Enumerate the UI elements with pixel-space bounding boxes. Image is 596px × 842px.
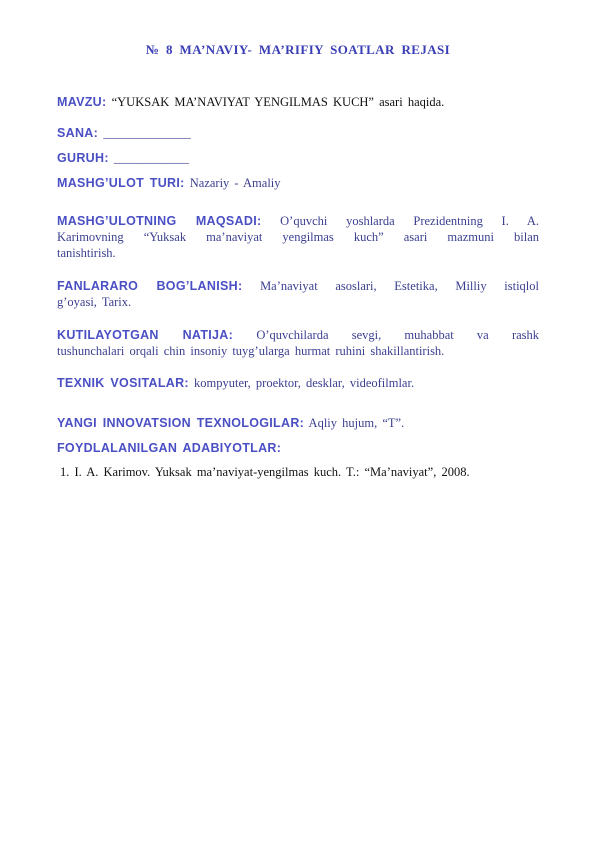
sana-row: [57, 125, 539, 141]
maqsad-label: MASHG’ULOTNING MAQSADI:: [57, 214, 262, 228]
turi-value: Nazariy - Amaliy: [189, 176, 281, 190]
texnik-label: TEXNIK VOSITALAR:: [57, 376, 189, 390]
innovatsion-label: YANGI INNOVATSION TEXNOLOGILAR:: [57, 416, 305, 430]
natija-text-1: O’quvchilarda sevgi, muhabbat va rashk: [256, 328, 540, 342]
guruh-label: GURUH:: [57, 151, 109, 165]
page-title: № 8 MA’NAVIY- MA’RIFIY SOATLAR REJASI: [145, 42, 451, 57]
maqsad-text-3: tanishtirish.: [57, 246, 116, 260]
mavzu-row: [57, 94, 539, 110]
fanlararo-text-1: Ma’naviyat asoslari, Estetika, Milliy istiqlol: [260, 279, 539, 293]
adabiyot-item: 1. I. A. Karimov. Yuksak ma’naviyat-yengilmas kuch. T.: “Ma’naviyat”, 2008.: [60, 465, 470, 479]
texnik-value: kompyuter, proektor, desklar, videofilmlar.: [194, 376, 415, 390]
innovatsion-row: [57, 415, 539, 431]
guruh-blank: ____________: [113, 151, 189, 165]
maqsad-text-2: Karimovning “Yuksak ma’naviyat yengilmas kuch” asari mazmuni bilan: [57, 230, 539, 244]
natija-row-1: [57, 327, 539, 343]
fanlararo-row-1: [57, 278, 539, 294]
sana-label: SANA:: [57, 126, 99, 140]
turi-row: [57, 175, 539, 191]
innovatsion-value: Aqliy hujum, “T”.: [308, 416, 405, 430]
natija-text-2: tushunchalari orqali chin insoniy tuyg’ularga hurmat ruhini shakillantirish.: [57, 344, 445, 358]
texnik-row: [57, 375, 539, 391]
adabiyotlar-row: [57, 440, 539, 456]
natija-label: KUTILAYOTGAN NATIJA:: [57, 328, 234, 342]
adabiyotlar-label: FOYDLALANILGAN ADABIYOTLAR:: [57, 441, 282, 455]
fanlararo-text-2: g’oyasi, Tarix.: [57, 295, 132, 309]
fanlararo-label: FANLARARO BOG’LANISH:: [57, 279, 243, 293]
sana-blank: ______________: [103, 126, 191, 140]
turi-label: MASHG’ULOT TURI:: [57, 176, 185, 190]
mavzu-value: “YUKSAK MA’NAVIYAT YENGILMAS KUCH” asari haqida.: [111, 95, 445, 109]
mavzu-label: MAVZU:: [57, 95, 107, 109]
maqsad-text-1: O’quvchi yoshlarda Prezidentning I. A.: [280, 214, 540, 228]
guruh-row: [57, 150, 539, 166]
maqsad-row-1: [57, 213, 539, 229]
